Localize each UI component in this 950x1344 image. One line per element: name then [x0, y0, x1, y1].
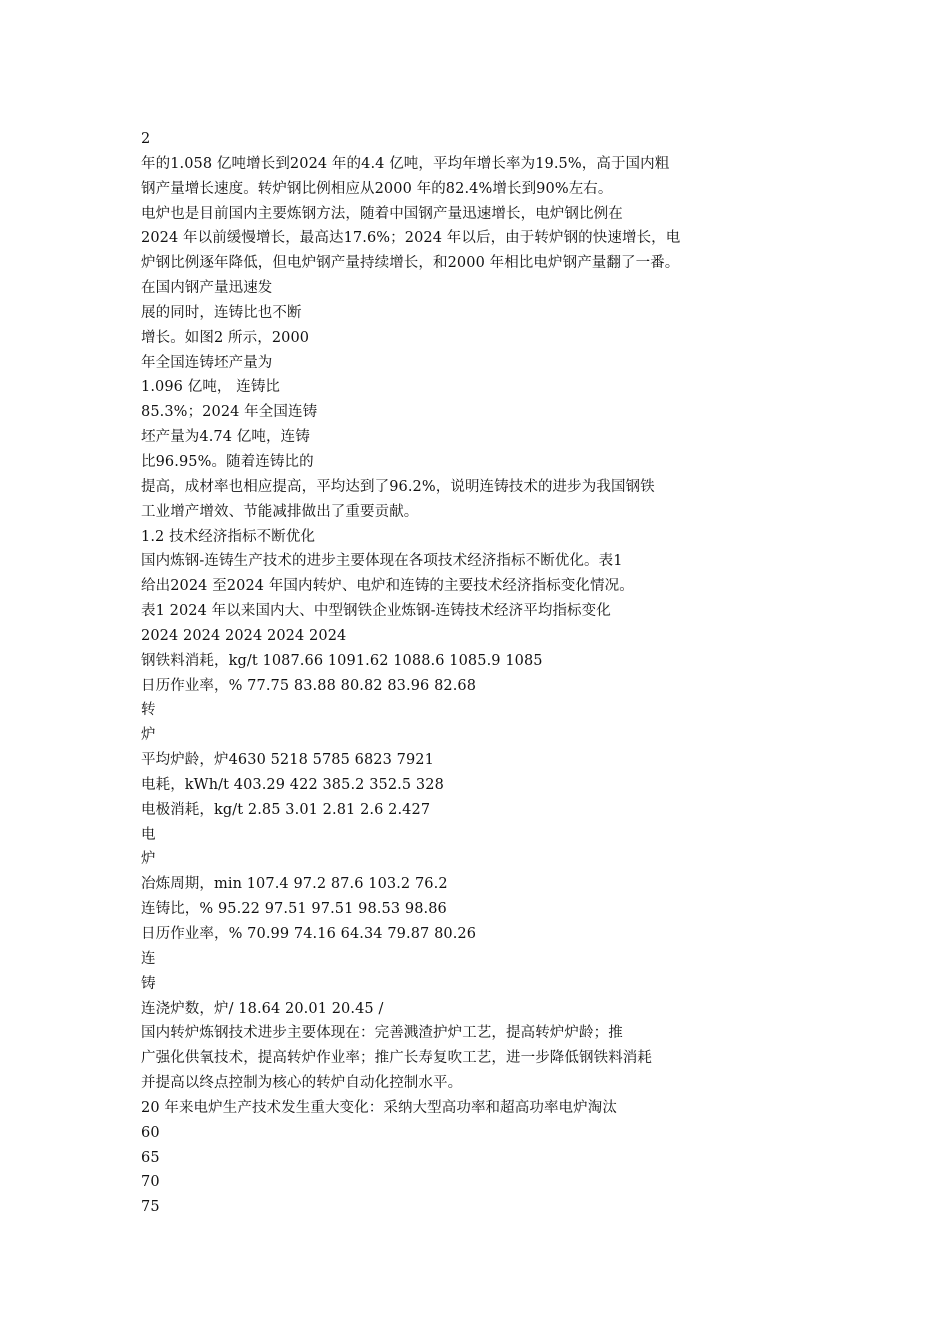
text-line: 冶炼周期，min 107.4 97.2 87.6 103.2 76.2 [141, 876, 448, 893]
text-line: 70 [141, 1174, 160, 1191]
text-line: 表1 2024 年以来国内大、中型钢铁企业炼钢-连铸技术经济平均指标变化 [141, 603, 611, 620]
text-line: 电 [141, 826, 156, 843]
text-line: 连铸比，% 95.22 97.51 97.51 98.53 98.86 [141, 901, 447, 918]
text-line: 国内转炉炼钢技术进步主要体现在：完善溅渣护炉工艺，提高转炉炉龄；推 [141, 1025, 623, 1042]
text-line: 1.2 技术经济指标不断优化 [141, 528, 316, 545]
text-line: 坯产量为4.74 亿吨，连铸 [141, 429, 310, 446]
text-line: 2024 2024 2024 2024 2024 [141, 627, 347, 644]
text-line: 钢产量增长速度。转炉钢比例相应从2000 年的82.4%增长到90%左右。 [141, 180, 613, 197]
text-line: 国内炼钢-连铸生产技术的进步主要体现在各项技术经济指标不断优化。表1 [141, 553, 623, 570]
text-line: 展的同时，连铸比也不断 [141, 304, 302, 321]
text-line: 20 年来电炉生产技术发生重大变化：采纳大型高功率和超高功率电炉淘汰 [141, 1099, 617, 1116]
text-line: 增长。如图2 所示，2000 [141, 329, 310, 346]
text-line: 65 [141, 1149, 160, 1166]
text-line: 2 [141, 131, 151, 147]
text-line: 广强化供氧技术，提高转炉作业率；推广长寿复吹工艺，进一步降低钢铁料消耗 [141, 1050, 652, 1067]
text-line: 1.096 亿吨， 连铸比 [141, 379, 281, 396]
text-line: 提高，成材率也相应提高，平均达到了96.2%，说明连铸技术的进步为我国钢铁 [141, 478, 655, 495]
text-line: 电耗，kWh/t 403.29 422 385.2 352.5 328 [141, 776, 444, 793]
text-line: 工业增产增效、节能减排做出了重要贡献。 [141, 503, 419, 520]
text-line: 85.3%；2024 年全国连铸 [141, 404, 318, 421]
text-line: 钢铁料消耗，kg/t 1087.66 1091.62 1088.6 1085.9 1085 [141, 652, 543, 669]
text-line: 炉 [141, 851, 156, 868]
text-line: 2024 年以前缓慢增长，最高达17.6%；2024 年以后，由于转炉钢的快速增长，电 [141, 230, 681, 247]
text-line: 年的1.058 亿吨增长到2024 年的4.4 亿吨，平均年增长率为19.5%，高于国内粗 [141, 155, 670, 172]
text-line: 炉钢比例逐年降低，但电炉钢产量持续增长，和2000 年相比电炉钢产量翻了一番。 [141, 255, 680, 272]
text-line: 电极消耗，kg/t 2.85 3.01 2.81 2.6 2.427 [141, 801, 431, 818]
text-line: 炉 [141, 727, 156, 744]
text-line: 平均炉龄，炉4630 5218 5785 6823 7921 [141, 752, 434, 769]
text-line: 年全国连铸坯产量为 [141, 354, 273, 371]
text-line: 并提高以终点控制为核心的转炉自动化控制水平。 [141, 1075, 463, 1092]
text-line: 连浇炉数，炉/ 18.64 20.01 20.45 / [141, 1000, 384, 1017]
text-line: 转 [141, 702, 156, 719]
document-body [141, 127, 841, 1220]
text-line: 日历作业率，% 77.75 83.88 80.82 83.96 82.68 [141, 677, 477, 694]
text-line: 比96.95%。随着连铸比的 [141, 453, 314, 470]
text-line: 给出2024 至2024 年国内转炉、电炉和连铸的主要技术经济指标变化情况。 [141, 578, 634, 595]
text-line: 电炉也是目前国内主要炼钢方法，随着中国钢产量迅速增长，电炉钢比例在 [141, 205, 623, 222]
text-line: 铸 [141, 975, 156, 992]
text-line: 连 [141, 950, 156, 967]
text-line: 75 [141, 1199, 160, 1216]
text-line: 在国内钢产量迅速发 [141, 280, 273, 297]
text-line: 日历作业率，% 70.99 74.16 64.34 79.87 80.26 [141, 926, 477, 942]
text-line: 60 [141, 1124, 160, 1141]
